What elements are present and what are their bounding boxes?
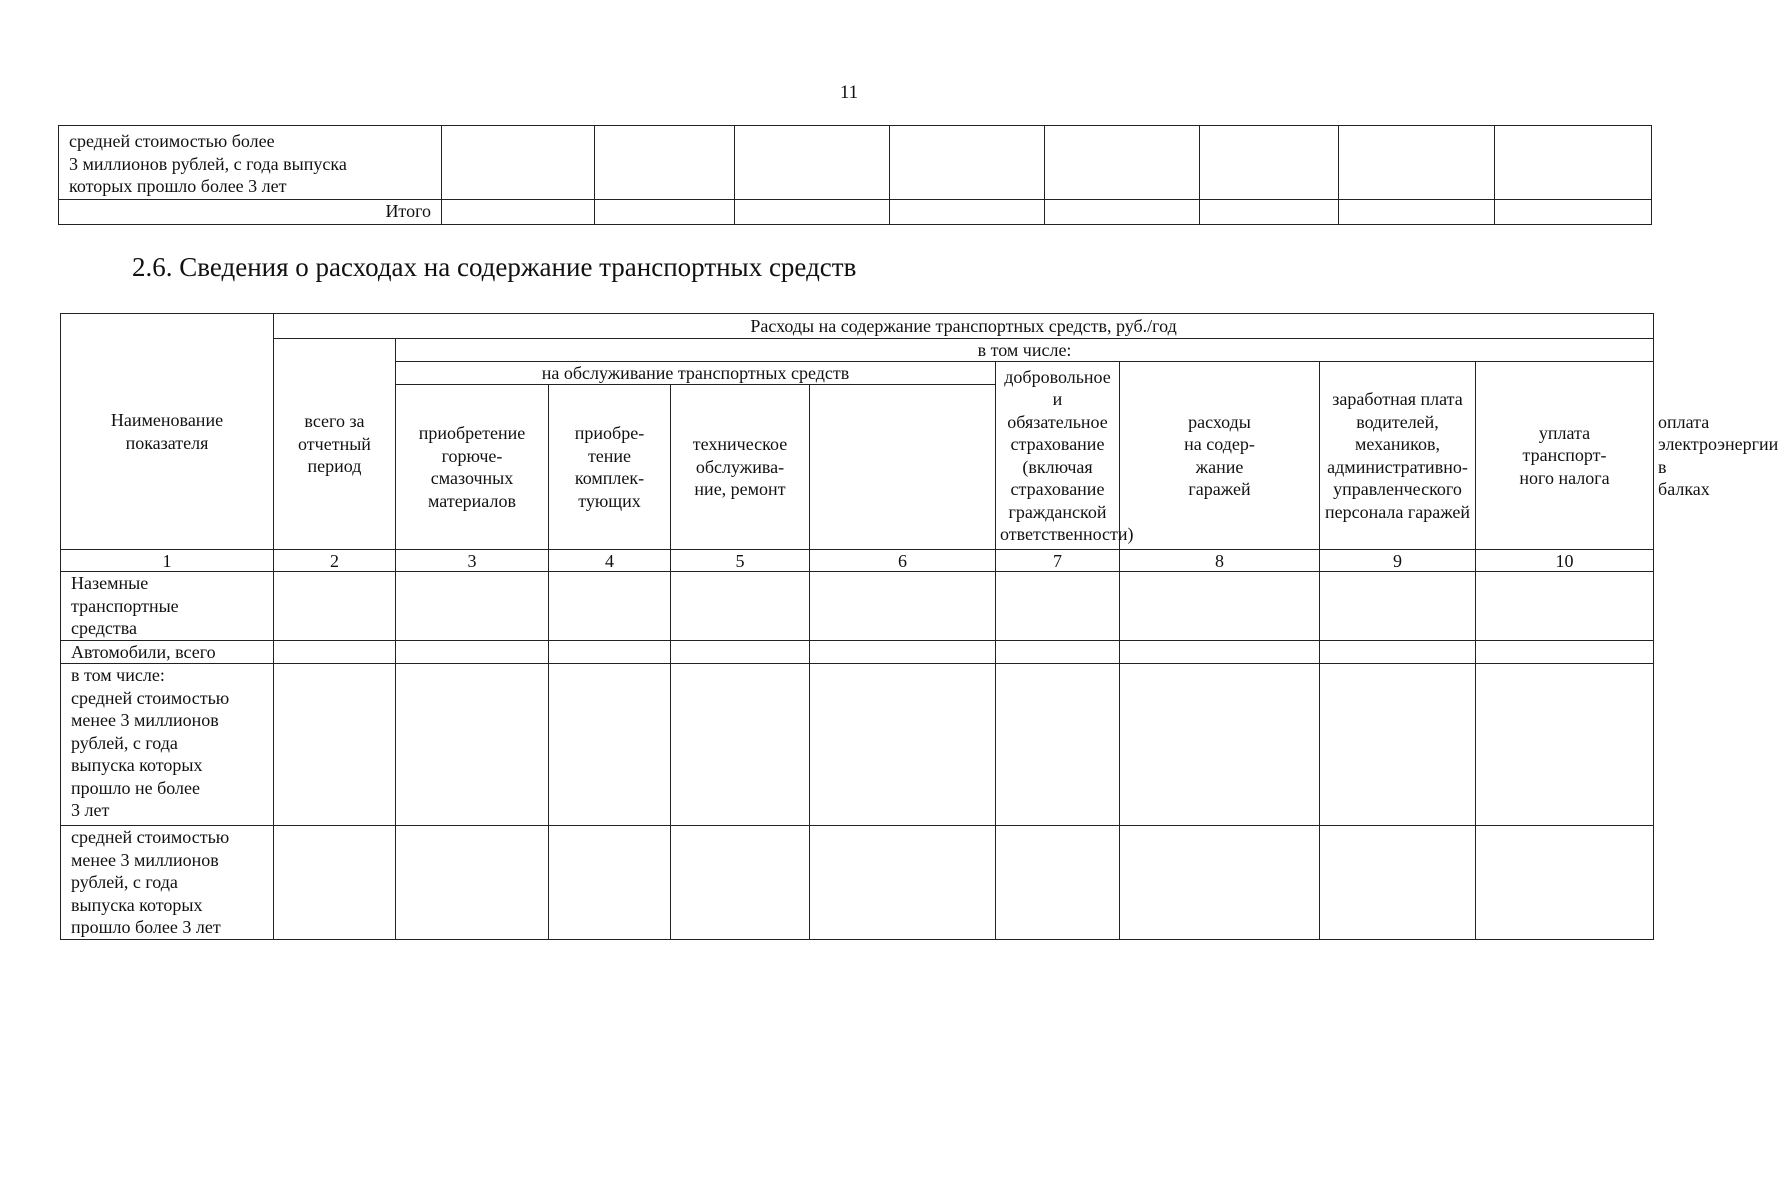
table-cell [810, 572, 996, 641]
column-number: 4 [549, 550, 671, 572]
table-cell [890, 126, 1045, 200]
table-cell [1120, 640, 1320, 664]
row-label-under-3m-up-to-3y: в том числе: средней стоимостью менее 3 миллионов рублей, с года выпуска которых прошло не более 3 лет [61, 664, 274, 826]
column-number-row [61, 550, 1654, 572]
table-cell [1339, 126, 1495, 200]
header-col-8: заработная плата водителей, механиков, административно- управленческого персонала гаражей [1320, 362, 1476, 550]
column-number: 3 [396, 550, 549, 572]
table-cell [671, 572, 810, 641]
vehicles-table-continued [58, 125, 1652, 225]
table-cell [890, 200, 1045, 225]
table-cell [671, 826, 810, 940]
header-col-5: техническое обслужива- ние, ремонт [671, 385, 810, 550]
table-cell [396, 572, 549, 641]
table-row [61, 826, 1654, 940]
header-col-7: расходы на содер- жание гаражей [1120, 362, 1320, 550]
header-row-1 [61, 314, 1654, 339]
header-col-9: уплата транспорт- ного налога [1476, 362, 1654, 550]
total-row [59, 200, 1652, 225]
table-cell [810, 640, 996, 664]
total-label: Итого [59, 200, 442, 225]
table-cell [1476, 664, 1654, 826]
table-cell [1120, 572, 1320, 641]
expenses-header: Расходы на содержание транспортных средств, руб./год [274, 314, 1654, 339]
table-cell [274, 572, 396, 641]
table-cell [1120, 664, 1320, 826]
transport-expenses-table [60, 313, 1778, 940]
column-number: 2 [274, 550, 396, 572]
column-number: 5 [671, 550, 810, 572]
table-row [59, 126, 1652, 200]
table-cell [1320, 826, 1476, 940]
row-label-cars-total: Автомобили, всего [61, 640, 274, 664]
table-cell [1495, 126, 1652, 200]
indicator-header: Наименование показателя [61, 314, 274, 550]
table-cell [1476, 826, 1654, 940]
column-number: 8 [1120, 550, 1320, 572]
header-row-2 [61, 339, 1654, 362]
table-cell [735, 126, 890, 200]
table-cell [274, 826, 396, 940]
column-number: 9 [1320, 550, 1476, 572]
table-cell [1120, 826, 1320, 940]
table-cell [1476, 640, 1654, 664]
row-label-under-3m-over-3y: средней стоимостью менее 3 миллионов рублей, с года выпуска которых прошло более 3 лет [61, 826, 274, 940]
table-cell [810, 664, 996, 826]
table-cell [996, 664, 1120, 826]
table-cell [549, 826, 671, 940]
table-cell [810, 826, 996, 940]
table-row [61, 640, 1654, 664]
table-cell [442, 126, 595, 200]
table-cell [1045, 126, 1200, 200]
table-cell [1045, 200, 1200, 225]
table-cell [671, 640, 810, 664]
table-cell [549, 664, 671, 826]
table-cell [1320, 640, 1476, 664]
table-row [61, 664, 1654, 826]
row-label-ground-vehicles: Наземные транспортные средства [61, 572, 274, 641]
table-cell [595, 126, 735, 200]
table-cell [1495, 200, 1652, 225]
maintenance-header: на обслуживание транспортных средств [396, 362, 996, 385]
table-cell [442, 200, 595, 225]
column-number: 10 [1476, 550, 1654, 572]
table-cell [1339, 200, 1495, 225]
header-col-3: приобретение горюче- смазочных материалов [396, 385, 549, 550]
row-label-over-3m-older-3y: средней стоимостью более 3 миллионов рублей, с года выпуска которых прошло более 3 лет [59, 126, 442, 200]
table-cell [274, 664, 396, 826]
table-cell [274, 640, 396, 664]
section-title: 2.6. Сведения о расходах на содержание транспортных средств [132, 252, 857, 282]
table-cell [671, 664, 810, 826]
table-cell [549, 640, 671, 664]
table-cell [735, 200, 890, 225]
table-cell [595, 200, 735, 225]
table-cell [549, 572, 671, 641]
table-cell [1320, 664, 1476, 826]
column-number: 6 [810, 550, 996, 572]
table-cell [996, 826, 1120, 940]
table-cell [1320, 572, 1476, 641]
header-col-4: приобре- тение комплек- тующих [549, 385, 671, 550]
table-cell [996, 640, 1120, 664]
table-cell [996, 572, 1120, 641]
total-period-header: всего за отчетный период [274, 339, 396, 550]
including-header: в том числе: [396, 339, 1654, 362]
table-cell [1476, 572, 1654, 641]
table-cell [1200, 126, 1339, 200]
header-row-3: на обслуживание транспортных средств добровольное и обязательное страхование (включая страхование гражданской ответственности) расходы на содер- жание гаражей заработная плата водителей, механиков, административно- управленческого персонала гаражей уплата транспорт- ного налога оплата электроэнергии в балках [61, 362, 1654, 385]
table-row [61, 572, 1654, 641]
page-number: 11 [839, 82, 859, 103]
table-cell [1200, 200, 1339, 225]
header-col-6: добровольное и обязательное страхование (включая страхование гражданской ответственности) [996, 362, 1120, 550]
table-cell [396, 826, 549, 940]
table-cell [396, 640, 549, 664]
column-number: 7 [996, 550, 1120, 572]
table-cell [396, 664, 549, 826]
column-number: 1 [61, 550, 274, 572]
